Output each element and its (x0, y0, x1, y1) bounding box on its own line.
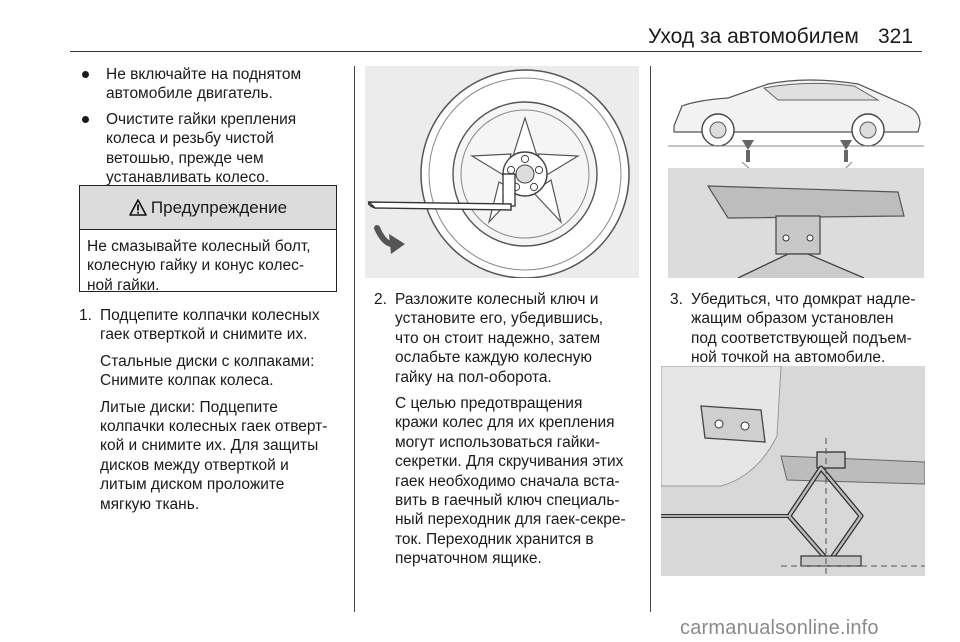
text-line: вить в гаечный ключ специаль- (395, 492, 620, 510)
column-divider-left (354, 66, 355, 612)
step-paragraph (100, 398, 349, 514)
step-number: 1. (79, 307, 92, 324)
bullet-clean-nuts (79, 110, 339, 188)
text-line: колесную гайку и конус колес- (87, 257, 305, 275)
text-line: мягкую ткань. (100, 495, 200, 513)
text-line: Стальные диски с колпаками: (100, 352, 315, 370)
jack-positioning-illustration (661, 366, 925, 576)
step-3 (670, 290, 926, 375)
bullet-engine-off (79, 65, 339, 104)
step-paragraph (100, 352, 349, 391)
text-line: кой и снимите их. Для защиты (100, 437, 319, 455)
step-paragraph (395, 290, 646, 387)
text-line: дисков между отверткой и (100, 456, 289, 474)
watermark: carmanualsonline.info (680, 617, 879, 639)
text-line: что он стоит надежно, затем (395, 329, 601, 347)
text-line: под соответствующей подъем- (691, 329, 912, 347)
text-line: колпачки колесных гаек отверт- (100, 418, 328, 436)
text-line: ный переходник для гаек-секре- (395, 511, 626, 529)
car-lifting-points-illustration (668, 66, 924, 278)
text-line: гаек необходимо сначала вста- (395, 472, 620, 490)
text-line: Очистите гайки крепления (106, 111, 297, 128)
step-paragraph (395, 394, 646, 569)
text-line: Не включайте на поднятом (106, 66, 302, 83)
text-line: ной точкой на автомобиле. (691, 349, 886, 367)
warning-text (80, 230, 336, 295)
column-divider-right (650, 66, 651, 612)
text-line: ной гайки. (87, 276, 160, 294)
page-header (0, 0, 960, 52)
text-line: ток. Переходник хранится в (395, 530, 594, 548)
text-line: Разложите колесный ключ и (395, 291, 599, 308)
text-line: гаек отверткой и снимите их. (100, 326, 308, 344)
text-line: Не смазывайте колесный болт, (87, 238, 311, 255)
step-2 (374, 290, 646, 576)
step-1 (79, 306, 349, 521)
text-line: С целью предотвращения (395, 395, 583, 413)
text-line: литым диском проложите (100, 476, 285, 494)
step-paragraph (691, 290, 926, 368)
text-line: колеса и резьбу чистой (106, 130, 274, 148)
text-line: ослабьте каждую колесную (395, 349, 593, 367)
header-rule (70, 51, 922, 52)
warning-triangle-icon (129, 199, 147, 216)
page-number: 321 (878, 25, 914, 48)
text-line: ветошью, прежде чем (106, 149, 264, 167)
warning-title: Предупреждение (150, 197, 288, 217)
warning-box (79, 185, 337, 292)
text-line: могут использоваться гайки- (395, 433, 600, 451)
bullet-dot (82, 71, 89, 78)
text-line: перчаточном ящике. (395, 550, 542, 568)
text-line: устанавливать колесо. (106, 169, 270, 187)
text-line: жащим образом установлен (691, 310, 894, 328)
section-title: Уход за автомобилем (648, 25, 859, 48)
text-line: Убедиться, что домкрат надле- (691, 291, 916, 308)
warning-header (80, 186, 336, 230)
bullet-dot (82, 116, 89, 123)
text-line: установите его, убедившись, (395, 310, 604, 328)
text-line: Литые диски: Подцепите (100, 398, 278, 416)
step-number: 2. (374, 291, 387, 308)
text-line: Снимите колпак колеса. (100, 372, 274, 390)
text-line: Подцепите колпачки колесных (100, 307, 320, 324)
text-line: гайку на пол-оборота. (395, 368, 552, 386)
step-number: 3. (670, 291, 683, 308)
text-line: секретки. Для скручивания этих (395, 453, 624, 471)
text-line: автомобиле двигатель. (106, 85, 273, 103)
wheel-wrench-illustration (365, 66, 639, 278)
text-line: кражи колес для их крепления (395, 414, 615, 432)
step-paragraph (100, 306, 349, 345)
